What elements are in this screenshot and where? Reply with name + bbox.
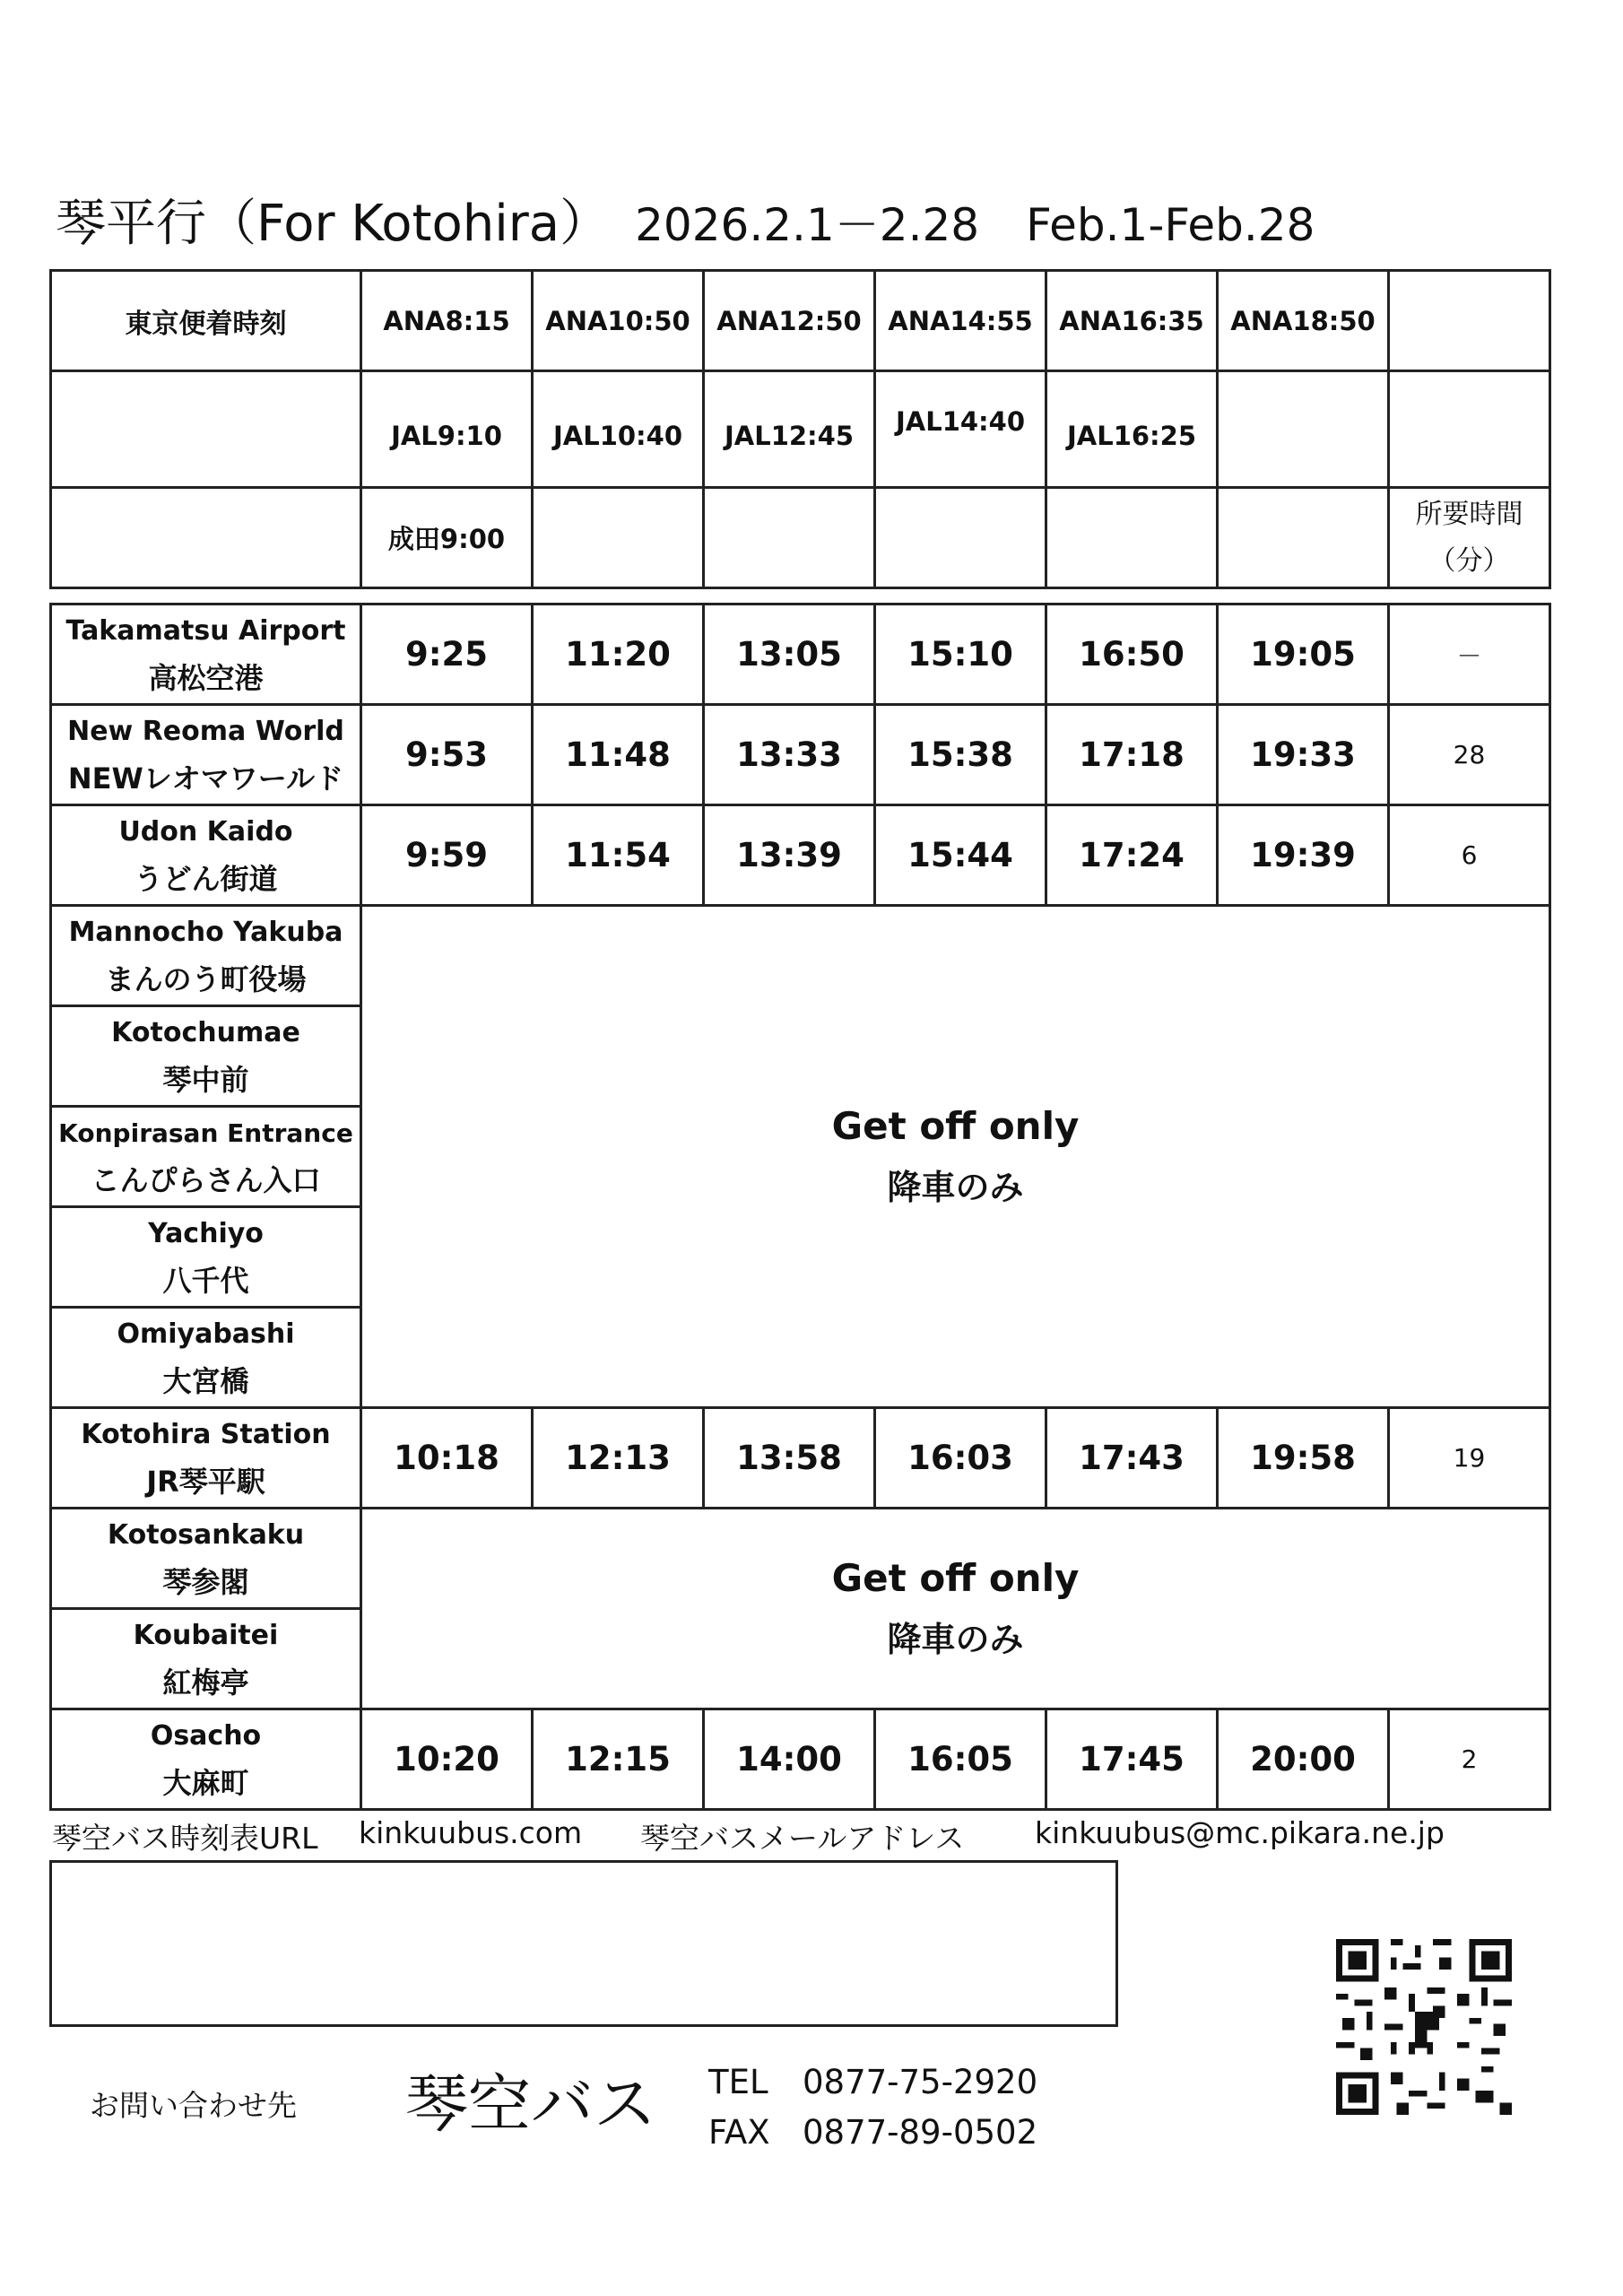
stop-name-en: Takamatsu Airport — [65, 614, 346, 647]
flight-label: 東京便着時刻 — [51, 271, 361, 371]
duration-label: 所要時間 — [1415, 498, 1523, 530]
table-row — [51, 805, 1550, 906]
note-box — [49, 1860, 1118, 2027]
stop-name-en: Kotohira Station — [81, 1418, 331, 1450]
fax-label: FAX — [708, 2113, 770, 2152]
empty-cell — [1389, 371, 1550, 488]
departure-time: 17:43 — [1046, 1408, 1218, 1509]
duration-minutes: 28 — [1389, 705, 1550, 805]
departure-time: 16:03 — [875, 1408, 1046, 1509]
url-label: 琴空バス時刻表URL — [52, 1821, 318, 1856]
empty-cell — [704, 488, 875, 588]
stop-name — [51, 1207, 361, 1308]
mail-label: 琴空バスメールアドレス — [640, 1821, 965, 1856]
jal-time: JAL9:10 — [361, 371, 533, 488]
departure-time: 19:39 — [1218, 805, 1389, 906]
duration-minutes: 19 — [1389, 1408, 1550, 1509]
stop-name-ja: JR琴平駅 — [146, 1464, 265, 1499]
stop-name-ja: 紅梅亭 — [162, 1665, 249, 1700]
get-off-en: Get off only — [831, 1555, 1080, 1600]
stop-name-ja: まんのう町役場 — [105, 961, 307, 996]
empty-cell — [1046, 488, 1218, 588]
departure-time: 12:15 — [533, 1709, 704, 1810]
mail-link[interactable]: kinkuubus@mc.pikara.ne.jp — [1035, 1815, 1445, 1850]
get-off-ja: 降車のみ — [887, 1619, 1024, 1659]
jal-row — [51, 371, 1550, 488]
departure-time: 10:20 — [361, 1709, 533, 1810]
stop-name-en: Konpirasan Entrance — [58, 1118, 353, 1148]
narita-time: 成田9:00 — [361, 488, 533, 588]
stop-name — [51, 906, 361, 1006]
get-off-ja: 降車のみ — [887, 1167, 1024, 1207]
stop-name — [51, 1107, 361, 1207]
empty-cell — [51, 488, 361, 588]
stop-name-ja: 琴参閣 — [162, 1564, 249, 1599]
empty-cell — [1218, 371, 1389, 488]
jal-time: JAL12:45 — [704, 371, 875, 488]
departure-time: 15:38 — [875, 705, 1046, 805]
empty-cell — [51, 371, 361, 488]
table-row — [51, 604, 1550, 705]
departure-time: 11:48 — [533, 705, 704, 805]
stop-name-en: Yachiyo — [148, 1217, 264, 1249]
stop-name-ja: 大宮橋 — [162, 1363, 249, 1398]
ana-row — [51, 271, 1550, 371]
departure-time: 16:50 — [1046, 604, 1218, 705]
stop-name — [51, 1308, 361, 1408]
company-name: 琴空バス — [405, 2067, 656, 2141]
stop-name — [51, 705, 361, 805]
jal-time: JAL10:40 — [533, 371, 704, 488]
ana-time: ANA10:50 — [533, 271, 704, 371]
table-row — [51, 1709, 1550, 1810]
departure-time: 15:10 — [875, 604, 1046, 705]
departure-time: 19:58 — [1218, 1408, 1389, 1509]
duration-minutes: 2 — [1389, 1709, 1550, 1810]
date-range: 2026.2.1－2.28 — [635, 199, 980, 251]
departure-time: 17:18 — [1046, 705, 1218, 805]
fax-number: 0877-89-0502 — [803, 2113, 1038, 2152]
stop-name-ja: 高松空港 — [148, 660, 264, 695]
get-off-en: Get off only — [831, 1103, 1080, 1148]
contact-label: お問い合わせ先 — [90, 2088, 297, 2123]
stop-name-ja: 八千代 — [162, 1263, 249, 1298]
flight-arrival-table — [49, 269, 1551, 589]
stop-name — [51, 1709, 361, 1810]
departure-time: 11:20 — [533, 604, 704, 705]
url-link[interactable]: kinkuubus.com — [359, 1815, 583, 1850]
ana-time: ANA18:50 — [1218, 271, 1389, 371]
duration-header — [1389, 488, 1550, 588]
departure-time: 9:53 — [361, 705, 533, 805]
ana-time: ANA16:35 — [1046, 271, 1218, 371]
stop-name-en: Omiyabashi — [117, 1318, 295, 1350]
departure-time: 17:45 — [1046, 1709, 1218, 1810]
stop-name-ja: 琴中前 — [162, 1062, 249, 1097]
tel-line — [708, 2063, 1037, 2101]
stop-name — [51, 604, 361, 705]
empty-cell — [1389, 271, 1550, 371]
departure-time: 13:05 — [704, 604, 875, 705]
departure-time: 12:13 — [533, 1408, 704, 1509]
stop-name — [51, 805, 361, 906]
departure-time: 19:33 — [1218, 705, 1389, 805]
departure-time: 15:44 — [875, 805, 1046, 906]
jal-time: JAL16:25 — [1046, 371, 1218, 488]
empty-cell — [1218, 488, 1389, 588]
departure-time: 19:05 — [1218, 604, 1389, 705]
departure-time: 13:33 — [704, 705, 875, 805]
stop-name-en: Koubaitei — [133, 1619, 279, 1651]
stop-name-en: Osacho — [150, 1719, 262, 1752]
tel-label: TEL — [708, 2063, 768, 2101]
stop-name-ja: うどん街道 — [134, 861, 278, 896]
stop-name-ja: NEWレオマワールド — [67, 761, 344, 796]
departure-time: 20:00 — [1218, 1709, 1389, 1810]
get-off-only-block — [361, 906, 1550, 1408]
departure-time: 17:24 — [1046, 805, 1218, 906]
empty-cell — [533, 488, 704, 588]
date-range-en: Feb.1-Feb.28 — [1026, 199, 1315, 251]
stop-name-ja: 大麻町 — [162, 1765, 249, 1800]
stop-name — [51, 1006, 361, 1107]
stop-name-en: Kotochumae — [111, 1016, 300, 1048]
departure-time: 13:58 — [704, 1408, 875, 1509]
departure-time: 16:05 — [875, 1709, 1046, 1810]
stop-name-en: Kotosankaku — [107, 1518, 305, 1551]
bus-timetable — [49, 603, 1551, 1811]
stop-name — [51, 1509, 361, 1609]
departure-time: 11:54 — [533, 805, 704, 906]
departure-time: 10:18 — [361, 1408, 533, 1509]
departure-time: 9:59 — [361, 805, 533, 906]
duration-unit: （分） — [1428, 544, 1510, 577]
table-row — [51, 1408, 1550, 1509]
table-row — [51, 906, 1550, 1006]
jal-time: JAL14:40 — [875, 371, 1046, 488]
tel-number: 0877-75-2920 — [803, 2063, 1038, 2101]
duration-minutes: － — [1389, 604, 1550, 705]
duration-minutes: 6 — [1389, 805, 1550, 906]
table-row — [51, 705, 1550, 805]
title-text: 琴平行（For Kotohira） — [56, 195, 611, 253]
stop-name — [51, 1408, 361, 1509]
stop-name-en: Mannocho Yakuba — [68, 916, 343, 948]
stop-name — [51, 1609, 361, 1709]
fax-line — [708, 2113, 1037, 2152]
stop-name-en: Udon Kaido — [118, 815, 293, 848]
table-row — [51, 1509, 1550, 1609]
get-off-only-block — [361, 1509, 1550, 1709]
departure-time: 9:25 — [361, 604, 533, 705]
ana-time: ANA8:15 — [361, 271, 533, 371]
stop-name-ja: こんぴらさん入口 — [91, 1162, 321, 1197]
narita-row — [51, 488, 1550, 588]
stop-name-en: New Reoma World — [67, 715, 344, 747]
qr-code-icon[interactable] — [1336, 1939, 1512, 2115]
ana-time: ANA12:50 — [704, 271, 875, 371]
page-title — [56, 184, 1315, 256]
departure-time: 14:00 — [704, 1709, 875, 1810]
ana-time: ANA14:55 — [875, 271, 1046, 371]
empty-cell — [875, 488, 1046, 588]
departure-time: 13:39 — [704, 805, 875, 906]
